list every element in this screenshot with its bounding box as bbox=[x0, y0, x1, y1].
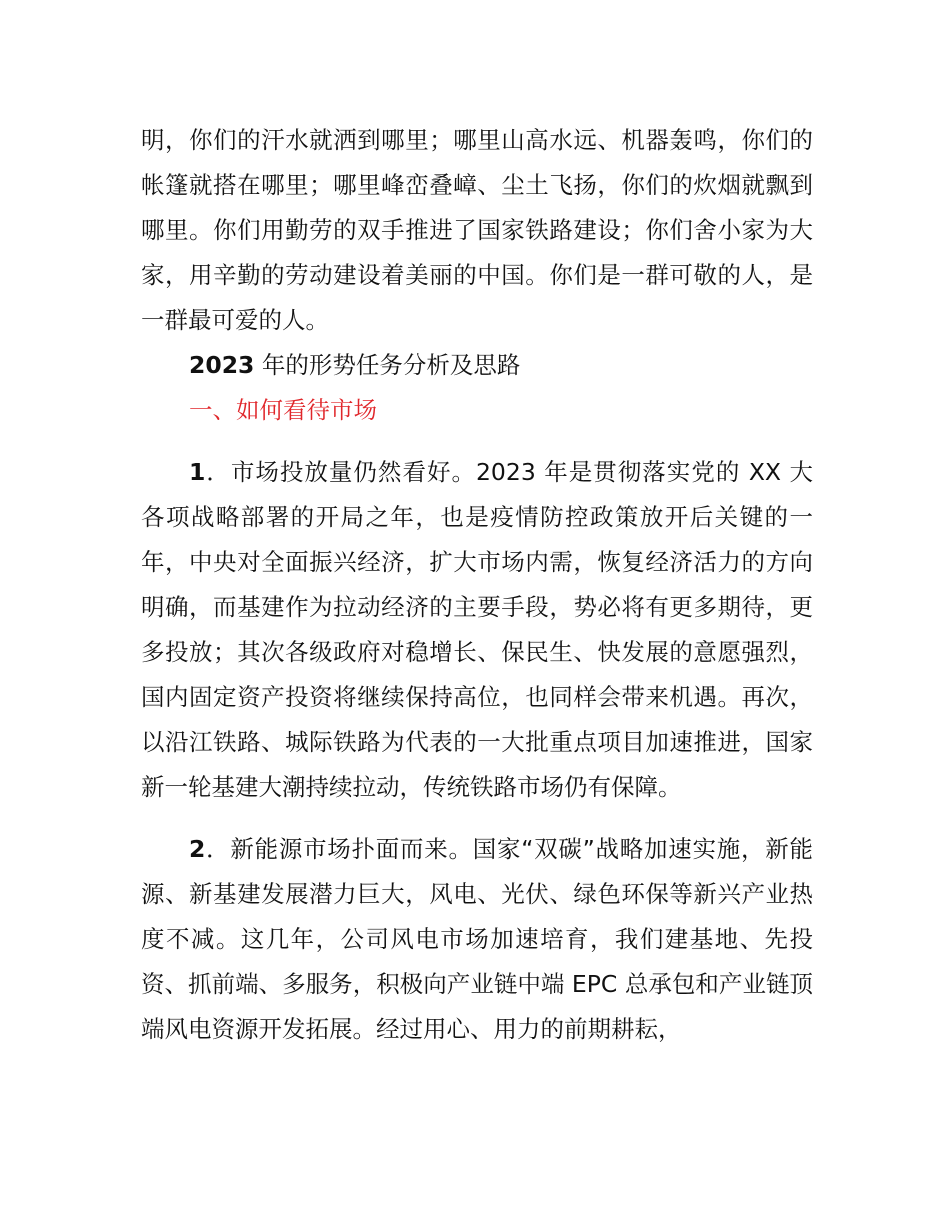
item-2-text: ．新能源市场扑面而来。国家“双碳”战略加速实施，新能源、新基建发展潜力巨大，风电、光伏、绿色环保等新兴产业热度不减。这几年，公司风电市场加速培育，我们建基地、先投资、抓前端、多服务，积极向产业链中端 EPC 总承包和产业链顶端风电资源开发拓展。经过用心、用力的前期耕耘， bbox=[141, 835, 813, 1043]
item-2-paragraph bbox=[141, 827, 813, 1052]
section-title-text: 年的形势任务分析及思路 bbox=[261, 351, 521, 379]
subheading-market: 一、如何看待市场 bbox=[189, 396, 377, 424]
section-title-year: 2023 bbox=[189, 351, 255, 379]
intro-paragraph: 明，你们的汗水就洒到哪里；哪里山高水远、机器轰鸣，你们的帐篷就搭在哪里；哪里峰峦叠嶂、尘土飞扬，你们的炊烟就飘到哪里。你们用勤劳的双手推进了国家铁路建设；你们舍小家为大家，用辛勤的劳动建设着美丽的中国。你们是一群可敬的人，是一群最可爱的人。 bbox=[141, 126, 813, 334]
item-1-text: ．市场投放量仍然看好。2023 年是贯彻落实党的 XX 大各项战略部署的开局之年，也是疫情防控政策放开后关键的一年，中央对全面振兴经济，扩大市场内需，恢复经济活力的方向明确，而基建作为拉动经济的主要手段，势必将有更多期待，更多投放；其次各级政府对稳增长、保民生、快发展的意愿强烈，国内固定资产投资将继续保持高位，也同样会带来机遇。再次，以沿江铁路、城际铁路为代表的一大批重点项目加速推进，国家新一轮基建大潮持续拉动，传统铁路市场仍有保障。 bbox=[141, 458, 813, 801]
item-1-number: 1 bbox=[189, 458, 206, 486]
section-title bbox=[141, 343, 813, 388]
document-body bbox=[141, 118, 813, 1052]
item-2-number: 2 bbox=[189, 835, 206, 863]
item-1-paragraph bbox=[141, 450, 813, 810]
